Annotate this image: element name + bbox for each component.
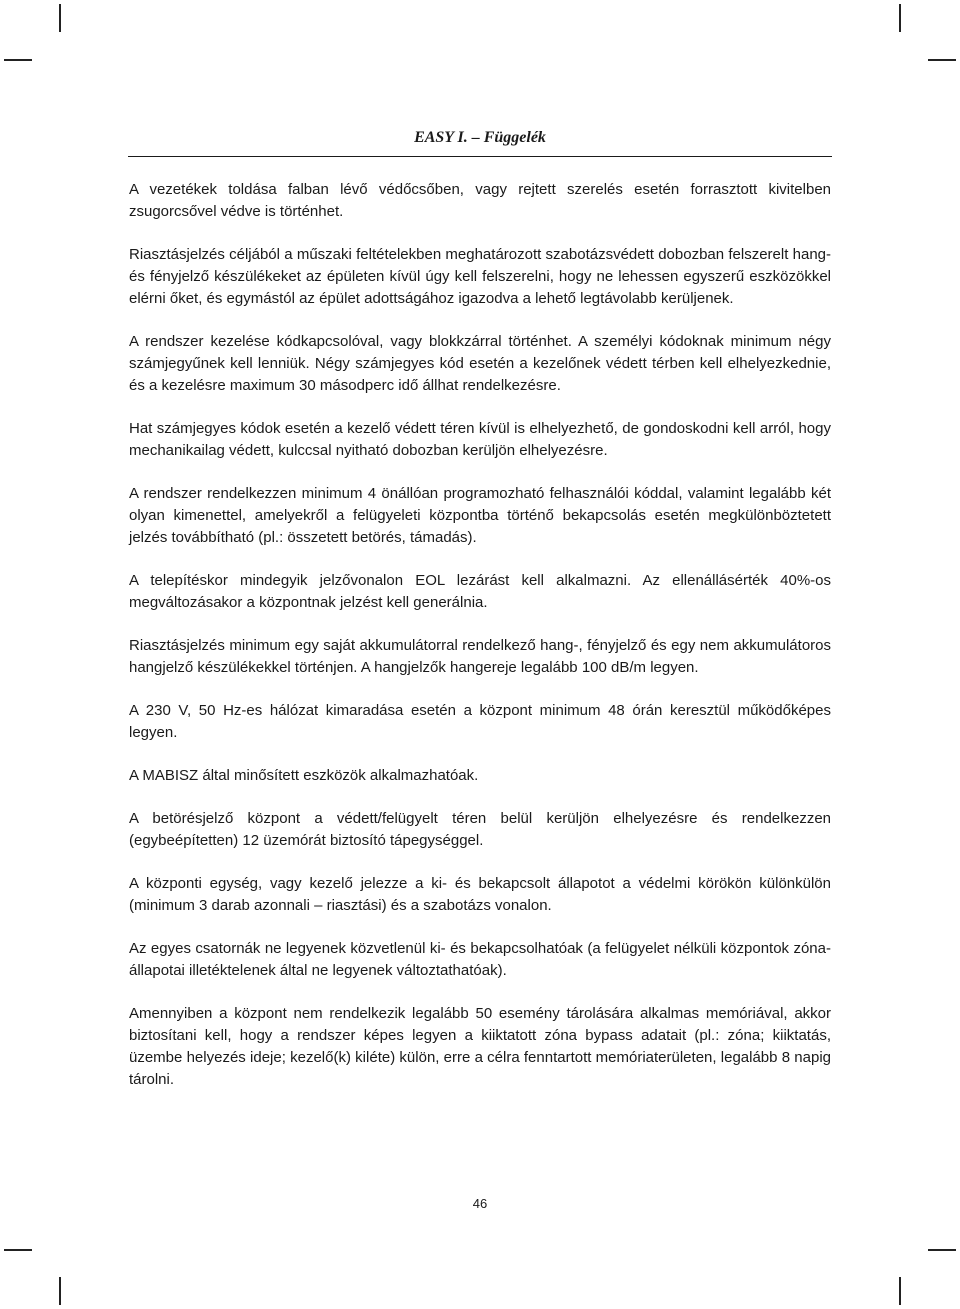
crop-mark-top-left-vertical: [59, 4, 61, 32]
paragraph: Amennyiben a központ nem rendelkezik legalább 50 esemény tárolására alkalmas memóriával, akkor biztosítani kell, hogy a rendszer képes legyen a kiiktatott zóna bypass adatait (pl.: zóna; kiiktatás, üzembe helyezés ideje; kezelő(k) kiléte) külön, erre a célra fenntartott memóriaterületen, legalább 8 napig tárolni.: [129, 1005, 831, 1088]
crop-mark-top-right-vertical: [899, 4, 901, 32]
paragraph: A MABISZ által minősített eszközök alkalmazhatóak.: [129, 767, 479, 784]
header-rule: [128, 156, 832, 157]
paragraph: A központi egység, vagy kezelő jelezze a ki- és bekapcsolt állapotot a védelmi körökön különkülön (minimum 3 darab azonnali – riasztási) és a szabotázs vonalon.: [129, 875, 831, 914]
running-header-title: EASY I. – Függelék: [414, 129, 546, 146]
crop-mark-top-right-horizontal: [928, 59, 956, 61]
paragraph: A rendszer rendelkezzen minimum 4 önállóan programozható felhasználói kóddal, valamint legalább két olyan kimenettel, amelyekről a felügyeleti központba történő bekapcsolás esetén megkülönböztetett jelzés továbbítható (pl.: összetett betörés, támadás).: [129, 485, 831, 546]
paragraph: A betörésjelző központ a védett/felügyelt téren belül kerüljön elhelyezésre és rendelkezzen (egybeépítetten) 12 üzemórát biztosító tápegységgel.: [129, 810, 831, 849]
page-number: 46: [472, 1196, 488, 1211]
crop-mark-bottom-left-vertical: [59, 1277, 61, 1305]
paragraph: A vezetékek toldása falban lévő védőcsőben, vagy rejtett szerelés esetén forrasztott kivitelben zsugorcsővel védve is történhet.: [129, 181, 831, 220]
paragraph: A telepítéskor mindegyik jelzővonalon EOL lezárást kell alkalmazni. Az ellenállásérték 40%-os megváltozásakor a központnak jelzést kell generálnia.: [129, 572, 831, 611]
crop-mark-top-left-horizontal: [4, 59, 32, 61]
paragraph: A 230 V, 50 Hz-es hálózat kimaradása esetén a központ minimum 48 órán keresztül működőképes legyen.: [129, 702, 831, 741]
crop-mark-bottom-right-vertical: [899, 1277, 901, 1305]
paragraph: Riasztásjelzés minimum egy saját akkumulátorral rendelkező hang-, fényjelző és egy nem akkumulátoros hangjelző készülékekkel történjen. A hangjelzők hangereje legalább 100 dB/m legyen.: [129, 637, 831, 676]
crop-mark-bottom-right-horizontal: [928, 1249, 956, 1251]
paragraph: Riasztásjelzés céljából a műszaki feltételekben meghatározott szabotázsvédett dobozban felszerelt hang- és fényjelző készülékeket az épületen kívül úgy kell felszerelni, hogy ne lehessen egyszerű eszközökkel elérni őket, és egymástól az épület adottságához igazodva a lehető legtávolabb kerüljenek.: [129, 246, 831, 307]
document-body: [129, 179, 831, 1112]
crop-mark-bottom-left-horizontal: [4, 1249, 32, 1251]
paragraph: A rendszer kezelése kódkapcsolóval, vagy blokkzárral történhet. A személyi kódoknak minimum négy számjegyűnek kell lenniük. Négy számjegyes kód esetén a kezelőnek védett térben kell elhelyezkednie, és a kezelésre maximum 30 másodperc idő állhat rendelkezésre.: [129, 333, 831, 394]
paragraph: Az egyes csatornák ne legyenek közvetlenül ki- és bekapcsolhatóak (a felügyelet nélküli központok zóna-állapotai illetéktelenek által ne legyenek változtathatóak).: [129, 940, 831, 979]
paragraph: Hat számjegyes kódok esetén a kezelő védett téren kívül is elhelyezhető, de gondoskodni kell arról, hogy mechanikailag védett, kulccsal nyitható dobozban kerüljön elhelyezésre.: [129, 420, 831, 459]
